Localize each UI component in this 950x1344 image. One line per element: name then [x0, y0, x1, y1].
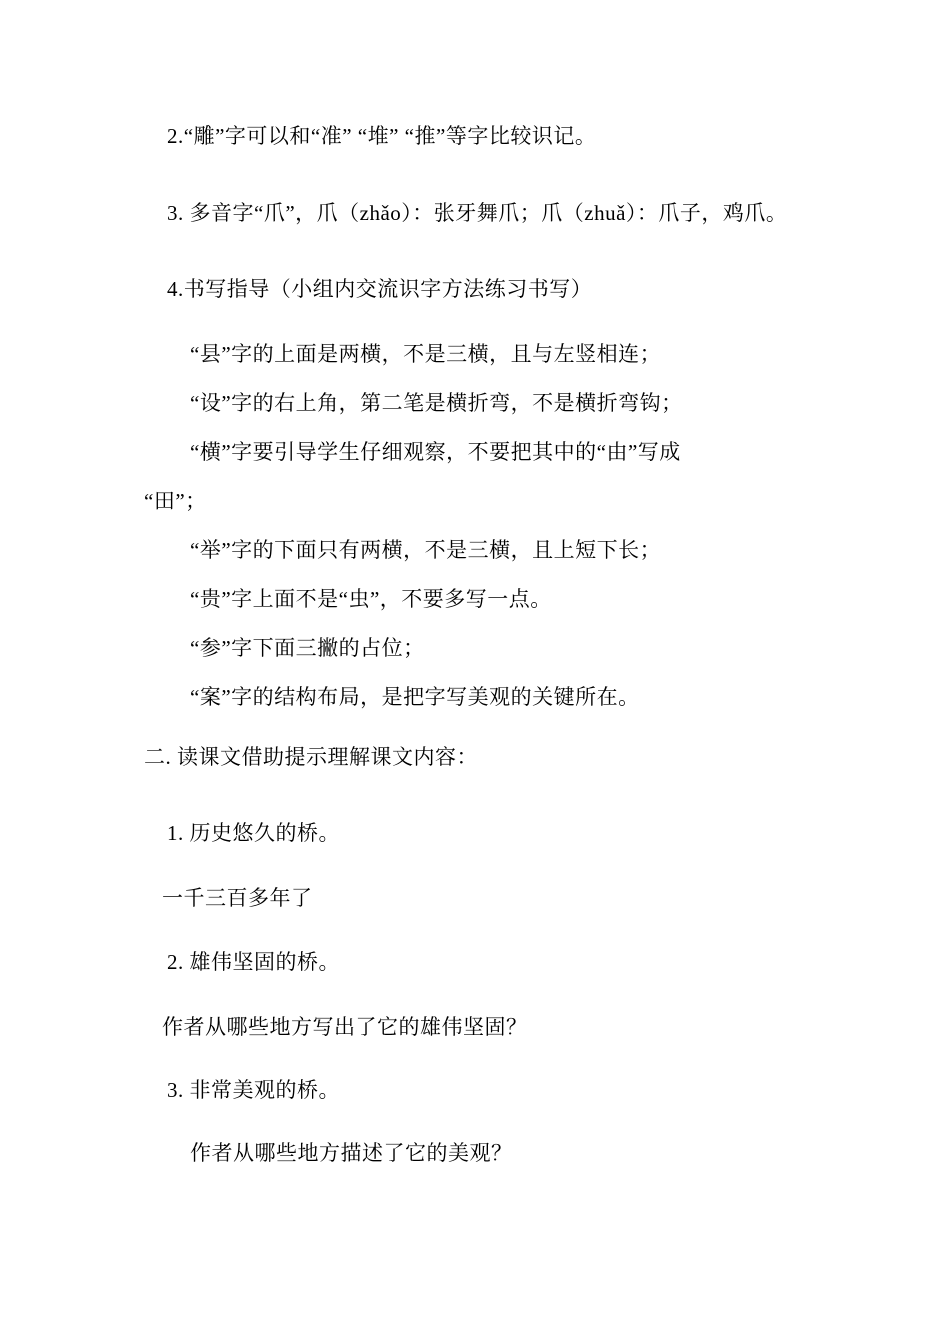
point-2-question: 作者从哪些地方写出了它的雄伟坚固？ — [162, 1015, 528, 1039]
guidance-heng: “横”字要引导学生仔细观察，不要把其中的“由”写成 — [190, 440, 681, 464]
point-3-question: 作者从哪些地方描述了它的美观？ — [190, 1141, 513, 1165]
guidance-she: “设”字的右上角，第二笔是横折弯，不是横折弯钩； — [190, 391, 683, 415]
point-1-detail: 一千三百多年了 — [162, 886, 313, 910]
point-1-long-history: 1. 历史悠久的桥。 — [167, 821, 340, 845]
guidance-xian: “县”字的上面是两横，不是三横，且与左竖相连； — [190, 342, 662, 366]
point-2-sturdy-bridge: 2. 雄伟坚固的桥。 — [167, 950, 340, 974]
item-4-writing-guidance: 4.书写指导（小组内交流识字方法练习书写） — [167, 277, 593, 301]
item-3-polyphonic-zhua: 3. 多音字“爪”，爪（zhǎo）：张牙舞爪；爪（zhuǎ）：爪子，鸡爪。 — [167, 201, 788, 225]
item-2-diao-character: 2.“雕”字可以和“准” “堆” “推”等字比较识记。 — [167, 124, 597, 148]
guidance-an: “案”字的结构布局，是把字写美观的关键所在。 — [190, 685, 640, 709]
section-2-heading: 二. 读课文借助提示理解课文内容： — [144, 745, 478, 769]
point-3-beautiful-bridge: 3. 非常美观的桥。 — [167, 1078, 340, 1102]
guidance-gui: “贵”字上面不是“虫”，不要多写一点。 — [190, 587, 552, 611]
guidance-can: “参”字下面三撇的占位； — [190, 636, 425, 660]
guidance-heng-continued: “田”； — [144, 489, 207, 513]
guidance-ju: “举”字的下面只有两横，不是三横，且上短下长； — [190, 538, 662, 562]
